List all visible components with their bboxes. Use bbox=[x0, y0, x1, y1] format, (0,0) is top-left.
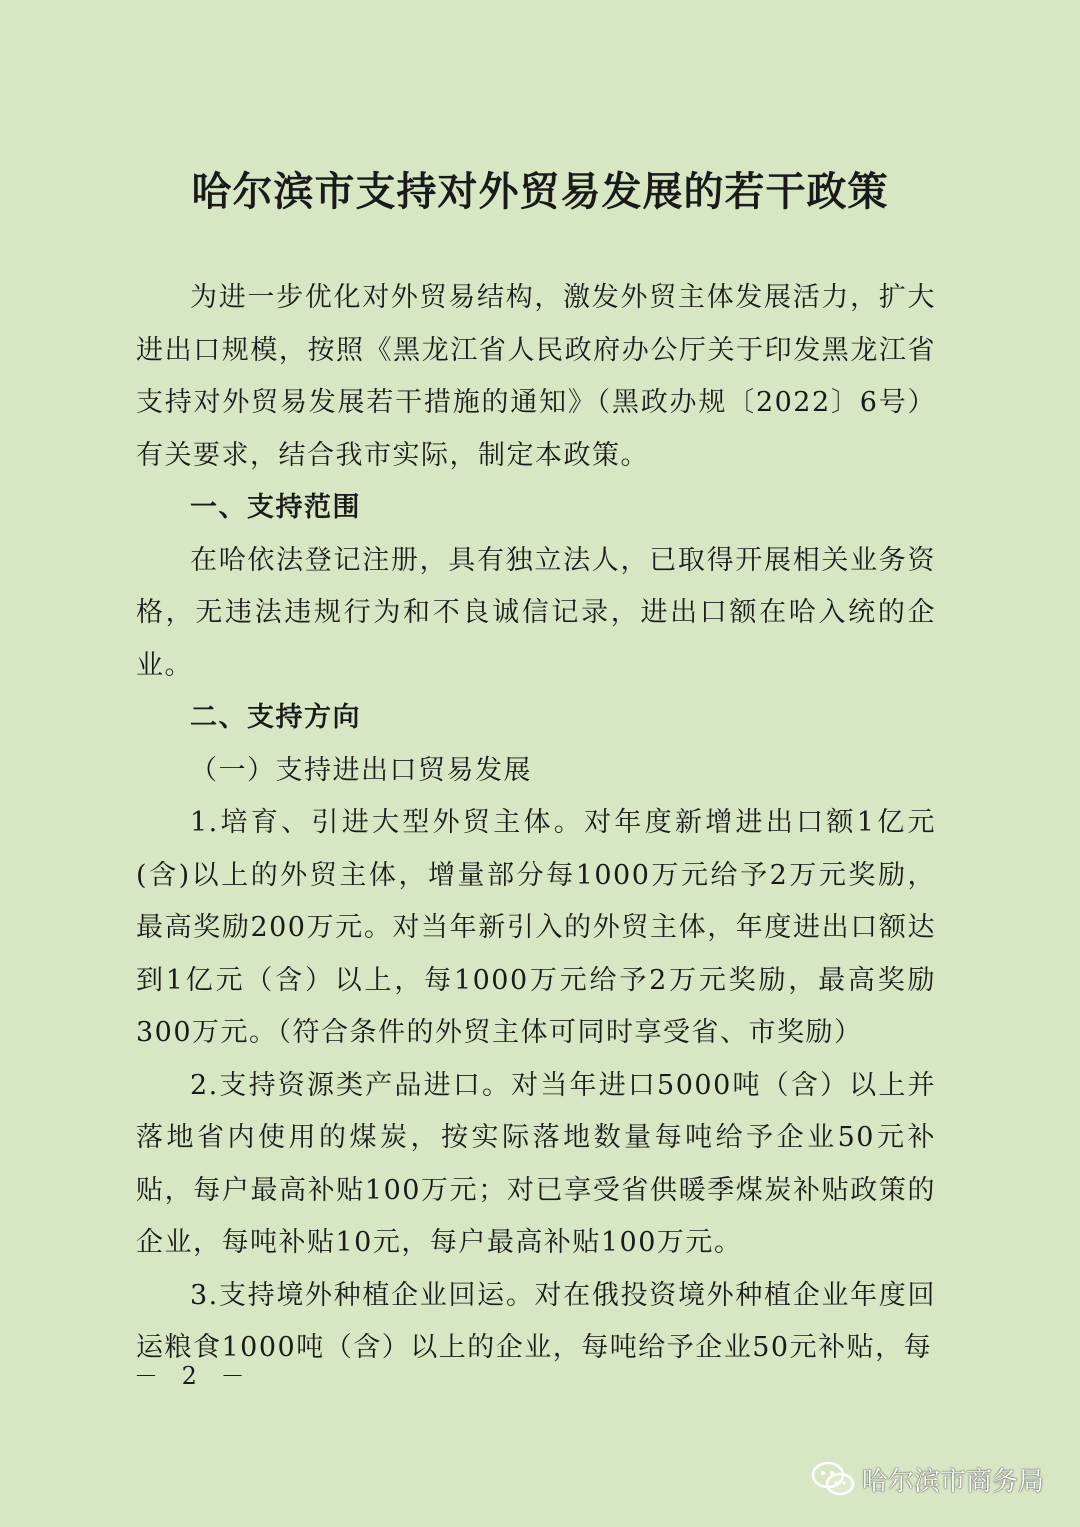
wechat-icon bbox=[810, 1460, 856, 1498]
intro-paragraph: 为进一步优化对外贸易结构，激发外贸主体发展活力，扩大进出口规模，按照《黑龙江省人民政府办公厅关于印发黑龙江省支持对外贸易发展若干措施的通知》（黑政办规〔2022〕6号）有关要求，结合我市实际，制定本政策。 bbox=[136, 282, 936, 471]
document-body bbox=[136, 272, 936, 1375]
watermark bbox=[810, 1460, 1044, 1498]
subsection-heading: （一）支持进出口贸易发展 bbox=[190, 754, 532, 786]
scope-paragraph: 在哈依法登记注册，具有独立法人，已取得开展相关业务资格，无违法违规行为和不良诚信记录，进出口额在哈入统的企业。 bbox=[136, 544, 936, 681]
watermark-text: 哈尔滨市商务局 bbox=[861, 1466, 1044, 1497]
item-paragraph-2: 2.支持资源类产品进口。对当年进口5000吨（含）以上并落地省内使用的煤炭，按实际落地数量每吨给予企业50元补贴，每户最高补贴100万元；对已享受省供暖季煤炭补贴政策的企业，每吨补贴10元，每户最高补贴100万元。 bbox=[136, 1069, 936, 1258]
item-paragraph-3: 3.支持境外种植企业回运。对在俄投资境外种植企业年度回运粮食1000吨（含）以上的企业，每吨给予企业50元补贴，每 bbox=[136, 1279, 936, 1363]
item-paragraph-1: 1.培育、引进大型外贸主体。对年度新增进出口额1亿元(含)以上的外贸主体，增量部分每1000万元给予2万元奖励，最高奖励200万元。对当年新引入的外贸主体，年度进出口额达到1亿元（含）以上，每1000万元给予2万元奖励，最高奖励300万元。（符合条件的外贸主体可同时享受省、市奖励） bbox=[136, 807, 936, 1048]
section-heading-direction: 二、支持方向 bbox=[190, 702, 361, 733]
section-heading-scope: 一、支持范围 bbox=[190, 492, 361, 523]
page-number: － 2 － bbox=[134, 1362, 253, 1390]
page-title: 哈尔滨市支持对外贸易发展的若干政策 bbox=[191, 168, 889, 215]
